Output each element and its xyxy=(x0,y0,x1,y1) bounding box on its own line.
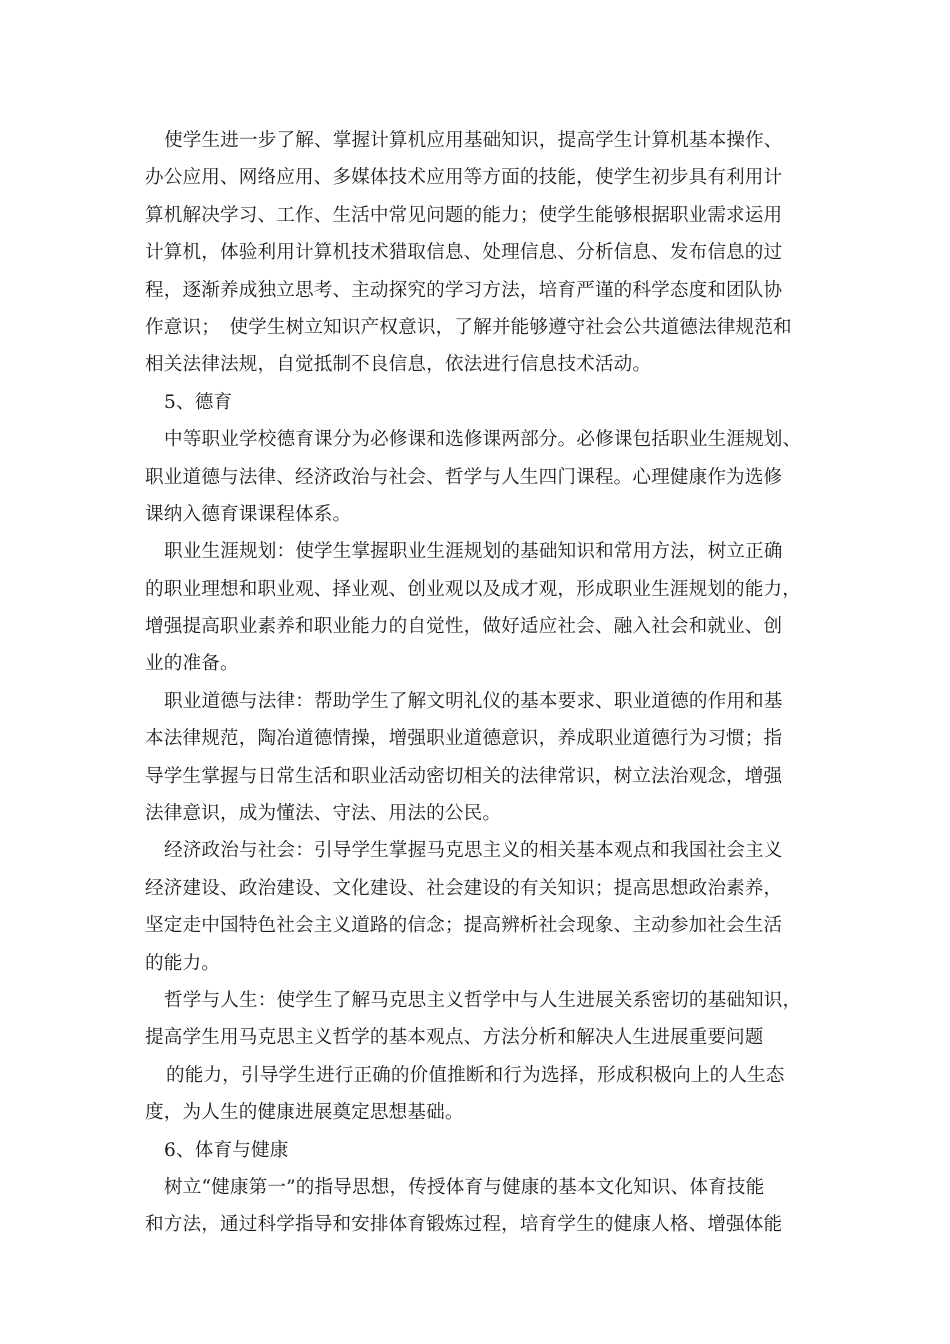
text-line: 提高学生用马克思主义哲学的基本观点、方法分析和解决人生进展重要问题 xyxy=(145,1027,764,1049)
text-line: 的职业理想和职业观、择业观、创业观以及成才观，形成职业生涯规划的能力， xyxy=(145,578,802,600)
text-line: 办公应用、网络应用、多媒体技术应用等方面的技能，使学生初步具有利用计 xyxy=(145,167,783,189)
text-line: 职业生涯规划：使学生掌握职业生涯规划的基础知识和常用方法，树立正确 xyxy=(164,541,783,563)
text-line: 坚定走中国特色社会主义道路的信念；提高辨析社会现象、主动参加社会生活 xyxy=(145,915,783,937)
text-line: 导学生掌握与日常生活和职业活动密切相关的法律常识，树立法治观念，增强 xyxy=(145,765,783,787)
text-line: 的能力，引导学生进行正确的价值推断和行为选择，形成积极向上的人生态 xyxy=(166,1064,785,1086)
section-heading: 5、德育 xyxy=(164,391,233,413)
text-line: 使学生进一步了解、掌握计算机应用基础知识，提高学生计算机基本操作、 xyxy=(164,130,783,151)
text-line: 度，为人生的健康进展奠定思想基础。 xyxy=(145,1102,464,1124)
text-line: 计算机，体验利用计算机技术猎取信息、处理信息、分析信息、发布信息的过 xyxy=(145,242,783,264)
text-line: 本法律规范，陶冶道德情操，增强职业道德意识，养成职业道德行为习惯；指 xyxy=(145,728,783,750)
text-line: 作意识； 使学生树立知识产权意识，了解并能够遵守社会公共道德法律规范和 xyxy=(145,316,792,338)
text-line: 相关法律法规，自觉抵制不良信息，依法进行信息技术活动。 xyxy=(145,354,652,376)
text-line: 课纳入德育课课程体系。 xyxy=(145,503,352,525)
text-line: 哲学与人生：使学生了解马克思主义哲学中与人生进展关系密切的基础知识， xyxy=(164,989,802,1011)
text-line: 经济政治与社会：引导学生掌握马克思主义的相关基本观点和我国社会主义 xyxy=(164,840,783,862)
section-heading: 6、体育与健康 xyxy=(164,1139,289,1161)
text-line: 和方法，通过科学指导和安排体育锻炼过程，培育学生的健康人格、增强体能 xyxy=(145,1214,783,1236)
text-line: 法律意识，成为懂法、守法、用法的公民。 xyxy=(145,803,502,825)
text-line: 树立“健康第一”的指导思想，传授体育与健康的基本文化知识、体育技能 xyxy=(164,1176,765,1198)
text-line: 的能力。 xyxy=(145,952,220,974)
text-line: 职业道德与法律：帮助学生了解文明礼仪的基本要求、职业道德的作用和基 xyxy=(164,690,783,712)
text-line: 职业道德与法律、经济政治与社会、哲学与人生四门课程。心理健康作为选修 xyxy=(145,466,783,488)
text-line: 业的准备。 xyxy=(145,653,239,675)
text-line: 程，逐渐养成独立思考、主动探究的学习方法，培育严谨的科学态度和团队协 xyxy=(145,279,783,301)
text-line: 经济建设、政治建设、文化建设、社会建设的有关知识；提高思想政治素养， xyxy=(145,877,783,899)
document-body xyxy=(145,122,805,1244)
text-line: 算机解决学习、工作、生活中常见问题的能力；使学生能够根据职业需求运用 xyxy=(145,204,783,226)
text-line: 中等职业学校德育课分为必修课和选修课两部分。必修课包括职业生涯规划、 xyxy=(164,429,802,451)
text-line: 增强提高职业素养和职业能力的自觉性，做好适应社会、融入社会和就业、创 xyxy=(145,616,783,638)
